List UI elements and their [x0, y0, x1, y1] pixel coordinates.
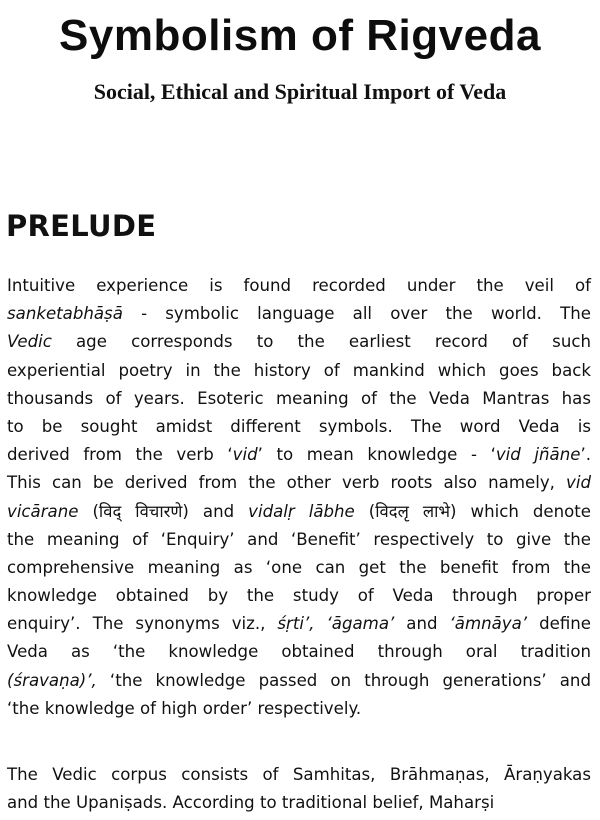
text-line [7, 695, 591, 723]
text-line [7, 328, 591, 356]
book-title: Symbolism of Rigveda [59, 11, 541, 60]
italic-term: vid [232, 445, 258, 465]
italic-term: sanketabhāṣā [7, 304, 123, 324]
text-line [7, 638, 591, 666]
text-line [7, 498, 591, 526]
text-segment: to be sought amidst different symbols. The word Veda is [7, 416, 591, 436]
text-segment: This can be derived from the other verb roots also namely, [7, 473, 567, 493]
text-segment: (विद् विचारणे) and [78, 501, 249, 521]
italic-term: (śravaṇa)’, [7, 670, 97, 690]
text-line [7, 300, 591, 328]
text-line [7, 554, 591, 582]
text-segment: The Vedic corpus consists of Samhitas, Brāhmaṇas, Āraṇyakas [7, 765, 591, 784]
text-segment: ’. [580, 445, 591, 465]
text-segment: enquiry’. The synonyms viz., [7, 614, 278, 634]
italic-term: vidalṛ lābhe [248, 501, 355, 521]
text-segment: define [527, 614, 591, 634]
text-line [7, 610, 591, 638]
italic-term: Vedic [7, 332, 52, 352]
text-segment: comprehensive meaning as ‘one can get the benefit from the [7, 557, 591, 577]
text-line [7, 761, 591, 789]
text-line [7, 667, 591, 695]
text-segment: - symbolic language all over the world. The [122, 304, 591, 324]
italic-term: vicārane [7, 501, 79, 521]
text-segment: experiential poetry in the history of mankind which goes back [7, 360, 591, 380]
text-segment: Intuitive experience is found recorded under the veil of [7, 276, 591, 295]
text-line [7, 526, 591, 554]
text-line [7, 469, 591, 497]
text-line [7, 357, 591, 385]
text-line [7, 385, 591, 413]
text-segment: ‘the knowledge of high order’ respectively. [7, 698, 362, 718]
text-segment: thousands of years. Esoteric meaning of the Veda Mantras has [7, 388, 591, 408]
text-segment: age corresponds to the earliest record of such [51, 332, 591, 352]
text-segment: ’ to mean knowledge - ‘ [257, 445, 496, 465]
text-line [7, 789, 591, 817]
paragraph-1 [7, 272, 591, 723]
text-segment: knowledge obtained by the study of Veda through proper [7, 586, 591, 606]
text-line [7, 582, 591, 610]
text-segment: (विदलृ लाभे) which denote [354, 501, 592, 521]
text-segment: and the Upaniṣads. According to traditional belief, Maharṣi [7, 793, 495, 813]
text-segment: the meaning of ‘Enquiry’ and ‘Benefit’ respectively to give the [7, 529, 591, 549]
text-segment: derived from the verb ‘ [7, 445, 233, 465]
book-subtitle: Social, Ethical and Spiritual Import of Veda [93, 79, 507, 104]
section-heading: PRELUDE [6, 209, 157, 243]
text-line [7, 413, 591, 441]
text-line [7, 272, 591, 300]
italic-term: śṛti’, ‘āgama’ [277, 614, 395, 634]
italic-term: ‘āmnāya’ [449, 614, 528, 634]
text-segment: Veda as ‘the knowledge obtained through oral tradition [7, 642, 591, 662]
text-line [7, 441, 591, 469]
italic-term: vid jñāne [495, 445, 581, 465]
paragraph-2 [7, 761, 591, 817]
italic-term: vid [566, 473, 591, 493]
text-segment: ‘the knowledge passed on through generations’ and [96, 670, 591, 690]
text-segment: and [394, 614, 450, 634]
